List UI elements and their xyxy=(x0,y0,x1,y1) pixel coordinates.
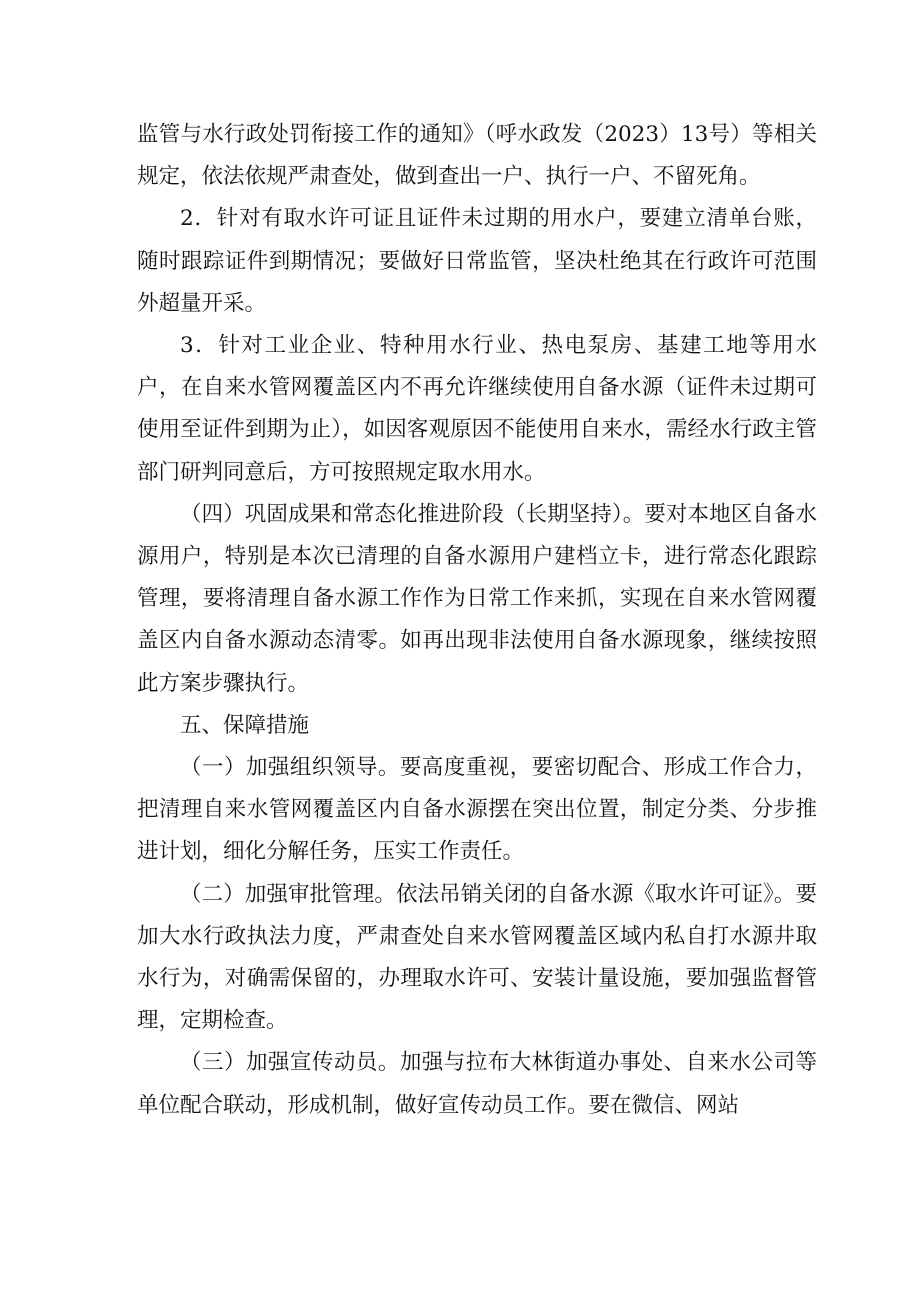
paragraph-safeguard-2: （二）加强审批管理。依法吊销关闭的自备水源《取水许可证》。要加大水行政执法力度，严肃查处自来水管网覆盖区域内私自打水源井取水行为，对确需保留的，办理取水许可、安装计量设施，要加强监督管理，定期检查。 xyxy=(137,881,817,1034)
paragraph-continuation: 监管与水行政处罚衔接工作的通知》（呼水政发（2023）13号）等相关规定，依法依规严肃查处，做到查出一户、执行一户、不留死角。 xyxy=(137,122,817,190)
paragraph-item-3: 3．针对工业企业、特种用水行业、热电泵房、基建工地等用水户，在自来水管网覆盖区内不再允许继续使用自备水源（证件未过期可使用至证件到期为止），如因客观原因不能使用自来水，需经水行政主管部门研判同意后，方可按照规定取水用水。 xyxy=(137,333,817,485)
paragraph-safeguard-1: （一）加强组织领导。要高度重视，要密切配合、形成工作合力，把清理自来水管网覆盖区内自备水源摆在突出位置，制定分类、分步推进计划，细化分解任务，压实工作责任。 xyxy=(137,755,817,865)
paragraph-safeguard-3: （三）加强宣传动员。加强与拉布大林街道办事处、自来水公司等单位配合联动，形成机制，做好宣传动员工作。要在微信、网站 xyxy=(137,1050,817,1118)
section-heading-safeguards: 五、保障措施 xyxy=(180,712,310,738)
document-body xyxy=(137,114,817,1127)
paragraph-item-2: 2．针对有取水许可证且证件未过期的用水户，要建立清单台账，随时跟踪证件到期情况；要做好日常监管，坚决杜绝其在行政许可范围外超量开采。 xyxy=(137,206,817,316)
paragraph-stage-4: （四）巩固成果和常态化推进阶段（长期坚持）。要对本地区自备水源用户，特别是本次已清理的自备水源用户建档立卡，进行常态化跟踪管理，要将清理自备水源工作作为日常工作来抓，实现在自来水管网覆盖区内自备水源动态清零。如再出现非法使用自备水源现象，继续按照此方案步骤执行。 xyxy=(137,501,817,696)
